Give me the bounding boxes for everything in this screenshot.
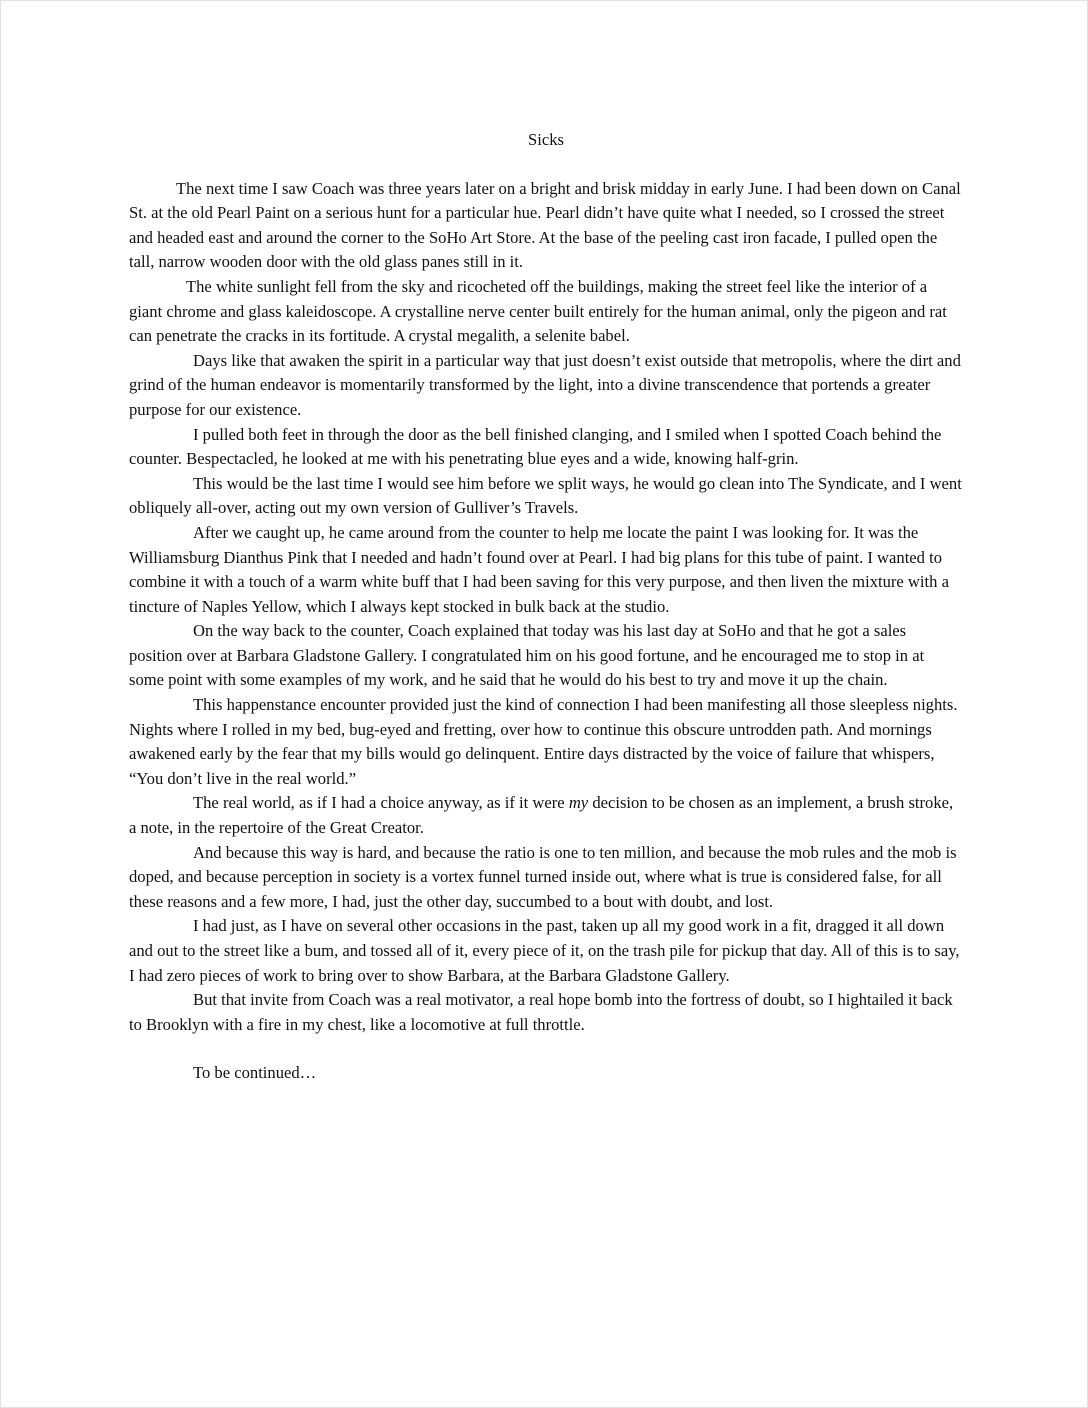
paragraph: But that invite from Coach was a real motivator, a real hope bomb into the fortress of doubt, so I hightailed it back to Brooklyn with a fire in my chest, like a locomotive at full throttle. [129, 990, 953, 1034]
paragraph: And because this way is hard, and because the ratio is one to ten million, and because the mob rules and the mob is doped, and because perception in society is a vortex funnel turned inside out, where what is true is considered false, for all these reasons and a few more, I had, just the other day, succumbed to a bout with doubt, and lost. [129, 842, 957, 911]
paragraph: The next time I saw Coach was three years later on a bright and brisk midday in early June. I had been down on Canal St. at the old Pearl Paint on a serious hunt for a particular hue. Pearl didn’t have quite what I needed, so I crossed the street and headed east and around the corner to the SoHo Art Store. At the base of the peeling cast iron facade, I pulled open the tall, narrow wooden door with the old glass panes still in it. [129, 178, 961, 272]
document-body [129, 128, 963, 1086]
paragraph-text: decision to be chosen as an implement, a brush stroke, a note, in the repertoire of the Great Creator. [129, 793, 954, 838]
paragraph: I pulled both feet in through the door as the bell finished clanging, and I smiled when I spotted Coach behind the counter. Bespectacled, he looked at me with his penetrating blue eyes and a wide, knowing half-grin. [129, 424, 942, 469]
paragraph: After we caught up, he came around from the counter to help me locate the paint I was looking for. It was the Williamsburg Dianthus Pink that I needed and hadn’t found over at Pearl. I had big plans for this tube of paint. I wanted to combine it with a touch of a warm white buff that I had been saving for this very purpose, and then liven the mixture with a tincture of Naples Yellow, which I always kept stocked in bulk back at the studio. [129, 522, 949, 616]
paragraph: Days like that awaken the spirit in a particular way that just doesn’t exist outside that metropolis, where the dirt and grind of the human endeavor is momentarily transformed by the light, into a divine transcendence that portends a greater purpose for our existence. [129, 350, 961, 419]
closing-line: To be continued… [193, 1063, 317, 1083]
italic-text: my [568, 793, 589, 813]
paragraph: This happenstance encounter provided just the kind of connection I had been manifesting all those sleepless nights. Nights where I rolled in my bed, bug-eyed and fretting, over how to continue this obscure untrodden path. And mornings awakened early by the fear that my bills would go delinquent. Entire days distracted by the voice of failure that whispers, “You don’t live in the real world.” [129, 695, 958, 788]
paragraph: The white sunlight fell from the sky and ricocheted off the buildings, making the street feel like the interior of a giant chrome and glass kaleidoscope. A crystalline nerve center built entirely for the human animal, only the pigeon and rat can penetrate the cracks in its fortitude. A crystal megalith, a selenite babel. [129, 276, 947, 346]
paragraph: I had just, as I have on several other occasions in the past, taken up all my good work in a fit, dragged it all down and out to the street like a bum, and tossed all of it, every piece of it, on the trash pile for pickup that day. All of this is to say, I had zero pieces of work to bring over to show Barbara, at the Barbara Gladstone Gallery. [129, 916, 960, 985]
paragraph: This would be the last time I would see him before we split ways, he would go clean into The Syndicate, and I went obliquely all-over, acting out my own version of Gulliver’s Travels. [129, 473, 962, 518]
document-title: Sicks [528, 130, 564, 149]
paragraph [129, 791, 963, 840]
paragraph-text: The real world, as if I had a choice anyway, as if it were [193, 793, 569, 813]
paragraph: On the way back to the counter, Coach explained that today was his last day at SoHo and that he got a sales position over at Barbara Gladstone Gallery. I congratulated him on his good fortune, and he encouraged me to stop in at some point with some examples of my work, and he said that he would do his best to try and move it up the chain. [129, 621, 925, 690]
